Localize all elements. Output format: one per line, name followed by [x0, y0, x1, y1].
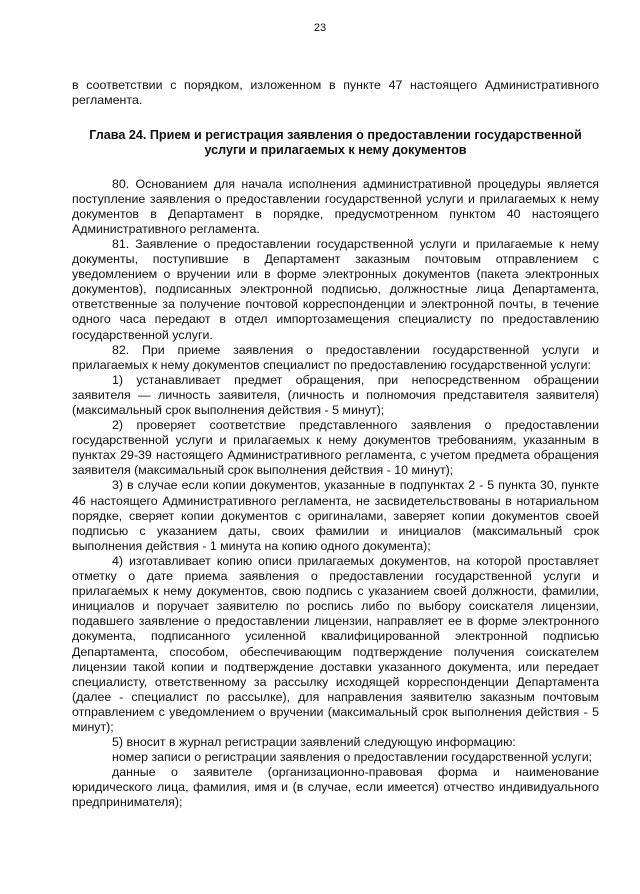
journal-entry-number: номер записи о регистрации заявления о предоставлении государственной услуги; — [112, 750, 593, 765]
item-5: 5) вносит в журнал регистрации заявлений следующую информацию: — [112, 735, 516, 750]
intro-paragraph: в соответствии с порядком, изложенном в пункте 47 настоящего Административного регламента. — [72, 78, 599, 108]
chapter-title: Глава 24. Прием и регистрация заявления о предоставлении государственной услуги и прилагаемых к нему документов — [89, 128, 582, 158]
journal-applicant-data: данные о заявителе (организационно-правовая форма и наименование юридического лица, фамилия, имя и (в случае, если имеется) отчество индивидуального предпринимателя); — [72, 765, 599, 810]
item-2: 2) проверяет соответствие представленного заявления о предоставлении государственной услуги и прилагаемых к нему документов требованиям, указанным в пунктах 29-39 настоящего Административного регламента, с учетом предмета обращения заявителя (максимальный срок выполнения действия - 10 минут); — [72, 418, 599, 478]
item-4: 4) изготавливает копию описи прилагаемых документов, на которой проставляет отметку о дате приема заявления о предоставлении государственной услуги и прилагаемых к нему документов, свою подпись с указанием своей должности, фамилии, инициалов и поручает заявителю по роспись либо по выбору соискателя лицензии, подавшего заявление о предоставлении лицензии, направляет ее в форме электронного документа, подписанного усиленной квалифицированной электронной подписью Департамента, способом, обеспечивающим подтверждение получения соискателем лицензии такой копии и подтверждение доставки указанного документа, или передает специалисту, ответственному за рассылку исходящей корреспонденции Департамента (далее - специалист по рассылке), для направления заявителю заказным почтовым отправлением с уведомлением о вручении (максимальный срок выполнения действия - 5 минут); — [72, 553, 599, 734]
paragraph-82: 82. При приеме заявления о предоставлении государственной услуги и прилагаемых к нему документов специалист по предоставлению государственной услуги: — [72, 342, 599, 372]
paragraph-81: 81. Заявление о предоставлении государственной услуги и прилагаемые к нему документы, поступившие в Департамент заказным почтовым отправлением с уведомлением о вручении или в форме электронных документов (пакета электронных документов), подписанных электронной подписью, должностные лица Департамента, ответственные за получение почтовой корреспонденции и электронной почты, в течение одного часа передают в отдел импортозамещения специалисту по предоставлению государственной услуги. — [72, 236, 599, 342]
page-number: 23 — [313, 22, 327, 34]
paragraph-80: 80. Основанием для начала исполнения административной процедуры является поступление заявления о предоставлении государственной услуги и прилагаемых к нему документов в Департамент в порядке, предусмотренном пунктом 40 настоящего Административного регламента. — [72, 176, 599, 236]
item-1: 1) устанавливает предмет обращения, при непосредственном обращении заявителя — личность заявителя, (личность и полномочия представителя заявителя) (максимальный срок выполнения действия - 5 минут); — [72, 372, 599, 417]
document-body — [72, 78, 599, 811]
item-3: 3) в случае если копии документов, указанные в подпунктах 2 - 5 пункта 30, пункте 46 настоящего Административного регламента, не засвидетельствованы в нотариальном порядке, сверяет копии документов с оригиналами, заверяет копии документов своей подписью с указанием даты, своих фамилии и инициалов (максимальный срок выполнения действия - 1 минута на копию одного документа); — [72, 478, 599, 553]
